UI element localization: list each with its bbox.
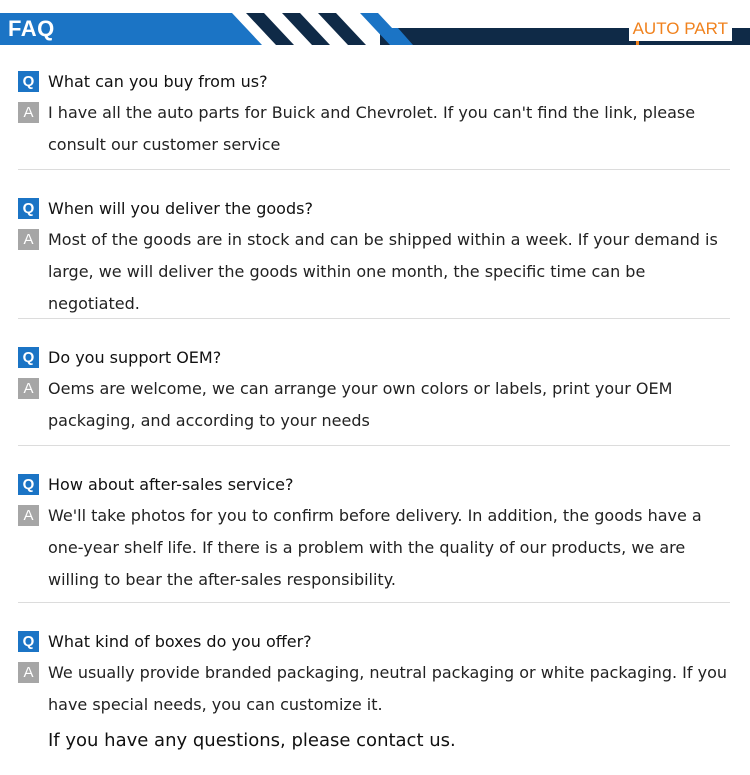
- faq-title: FAQ: [8, 16, 55, 41]
- faq-item: [18, 446, 730, 603]
- question-badge: Q: [18, 71, 39, 92]
- faq-item: [18, 170, 730, 319]
- answer-text: I have all the auto parts for Buick and Chevrolet. If you can't find the link, please consult our customer service: [48, 103, 696, 154]
- faq-item: [18, 319, 730, 446]
- question-text: What can you buy from us?: [48, 72, 268, 91]
- answer-row: [18, 224, 730, 320]
- question-text: How about after-sales service?: [48, 475, 294, 494]
- brand-label: AUTO PART: [629, 17, 732, 41]
- answer-badge: A: [18, 229, 39, 250]
- answer-text: We'll take photos for you to confirm before delivery. In addition, the goods have a one-year shelf life. If there is a problem with the quality of our products, we are willing to bear the after-sales responsibility.: [48, 506, 702, 589]
- answer-row: [18, 500, 730, 596]
- question-text: Do you support OEM?: [48, 348, 222, 367]
- faq-item: [18, 66, 730, 170]
- faq-list: [18, 66, 730, 726]
- question-row: [18, 342, 730, 373]
- question-badge: Q: [18, 474, 39, 495]
- answer-row: [18, 657, 730, 721]
- answer-row: [18, 373, 730, 437]
- faq-header-banner: [0, 13, 750, 45]
- answer-badge: A: [18, 662, 39, 683]
- question-badge: Q: [18, 347, 39, 368]
- question-text: What kind of boxes do you offer?: [48, 632, 312, 651]
- question-row: [18, 66, 730, 97]
- question-text: When will you deliver the goods?: [48, 199, 313, 218]
- answer-text: Most of the goods are in stock and can be shipped within a week. If your demand is large, we will deliver the goods within one month, the specific time can be negotiated.: [48, 230, 718, 313]
- question-row: [18, 469, 730, 500]
- question-row: [18, 193, 730, 224]
- answer-badge: A: [18, 102, 39, 123]
- answer-badge: A: [18, 505, 39, 526]
- answer-text: We usually provide branded packaging, neutral packaging or white packaging. If you have special needs, you can customize it.: [48, 663, 728, 714]
- answer-text: Oems are welcome, we can arrange your own colors or labels, print your OEM packaging, and according to your needs: [48, 379, 673, 430]
- contact-us-text: If you have any questions, please contact us.: [48, 730, 456, 751]
- answer-row: [18, 97, 730, 161]
- faq-item: [18, 603, 730, 726]
- answer-badge: A: [18, 378, 39, 399]
- question-row: [18, 626, 730, 657]
- question-badge: Q: [18, 198, 39, 219]
- question-badge: Q: [18, 631, 39, 652]
